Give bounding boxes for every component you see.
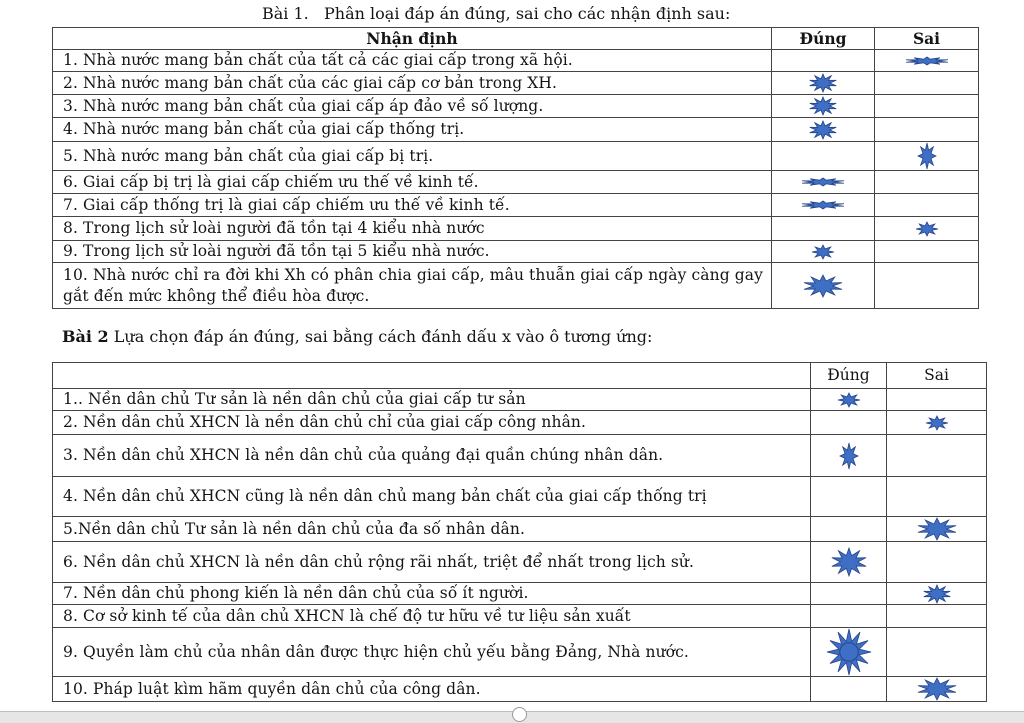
statement-cell: 4. Nhà nước mang bản chất của giai cấp thống trị. (53, 118, 772, 142)
statement-cell: 2. Nhà nước mang bản chất của các giai cấp cơ bản trong XH. (53, 72, 772, 95)
header-statement: Nhận định (53, 28, 772, 50)
answer-false-cell[interactable] (887, 477, 987, 517)
answer-false-cell[interactable] (887, 677, 987, 702)
statement-cell: 8. Trong lịch sử loài người đã tồn tại 4 kiểu nhà nước (53, 217, 772, 241)
answer-false-cell[interactable] (887, 517, 987, 542)
header-false: Sai (887, 363, 987, 389)
answer-true-cell[interactable] (811, 477, 887, 517)
statement-cell: 9. Quyền làm chủ của nhân dân được thực hiện chủ yếu bằng Đảng, Nhà nước. (53, 628, 811, 677)
statement-cell: 10. Nhà nước chỉ ra đời khi Xh có phân chia giai cấp, mâu thuẫn giai cấp ngày càng gay gắt đến mức không thể điều hòa được. (53, 263, 772, 309)
table-row (53, 118, 979, 142)
statement-cell: 6. Nền dân chủ XHCN là nền dân chủ rộng rãi nhất, triệt để nhất trong lịch sử. (53, 542, 811, 583)
answer-true-cell[interactable] (811, 583, 887, 605)
answer-star-icon (808, 120, 838, 140)
answer-false-cell[interactable] (875, 118, 979, 142)
answer-star-icon (837, 392, 861, 408)
answer-true-cell[interactable] (772, 263, 875, 309)
answer-true-cell[interactable] (772, 142, 875, 171)
answer-star-icon (904, 56, 950, 66)
statement-cell: 8. Cơ sở kinh tế của dân chủ XHCN là chế độ tư hữu về tư liệu sản xuất (53, 605, 811, 628)
answer-false-cell[interactable] (875, 194, 979, 217)
statement-cell: 5. Nhà nước mang bản chất của giai cấp bị trị. (53, 142, 772, 171)
statement-cell: 5.Nền dân chủ Tư sản là nền dân chủ của đa số nhân dân. (53, 517, 811, 542)
statement-cell: 2. Nền dân chủ XHCN là nền dân chủ chỉ của giai cấp công nhân. (53, 411, 811, 435)
answer-true-cell[interactable] (811, 542, 887, 583)
table-row (53, 517, 987, 542)
answer-false-cell[interactable] (887, 389, 987, 411)
table-row (53, 142, 979, 171)
table-row (53, 411, 987, 435)
statement-cell: 4. Nền dân chủ XHCN cũng là nền dân chủ mang bản chất của giai cấp thống trị (53, 477, 811, 517)
answer-true-cell[interactable] (772, 72, 875, 95)
exercise-1-instruction: Phân loại đáp án đúng, sai cho các nhận định sau: (324, 4, 731, 23)
answer-true-cell[interactable] (772, 171, 875, 194)
answer-true-cell[interactable] (811, 605, 887, 628)
answer-false-cell[interactable] (875, 241, 979, 263)
answer-star-icon (830, 547, 868, 577)
statement-cell: 3. Nền dân chủ XHCN là nền dân chủ của quảng đại quần chúng nhân dân. (53, 435, 811, 477)
statement-cell: 3. Nhà nước mang bản chất của giai cấp áp đảo về số lượng. (53, 95, 772, 118)
answer-star-icon (916, 677, 958, 701)
answer-false-cell[interactable] (875, 95, 979, 118)
table-row (53, 435, 987, 477)
answer-false-cell[interactable] (875, 142, 979, 171)
statement-cell: 7. Giai cấp thống trị là giai cấp chiếm ưu thế về kinh tế. (53, 194, 772, 217)
exercise-2-instruction: Lựa chọn đáp án đúng, sai bằng cách đánh dấu x vào ô tương ứng: (113, 327, 653, 346)
answer-false-cell[interactable] (875, 72, 979, 95)
answer-star-icon (802, 274, 844, 298)
header-false: Sai (875, 28, 979, 50)
table-row (53, 72, 979, 95)
table-row (53, 171, 979, 194)
table-row (53, 263, 979, 309)
answer-true-cell[interactable] (811, 411, 887, 435)
answer-star-icon (800, 177, 846, 187)
statement-cell: 1.. Nền dân chủ Tư sản là nền dân chủ của giai cấp tư sản (53, 389, 811, 411)
table-row (53, 477, 987, 517)
answer-star-icon (808, 96, 838, 116)
answer-star-icon (800, 200, 846, 210)
answer-true-cell[interactable] (811, 517, 887, 542)
exercise-1-table (52, 27, 979, 309)
answer-star-icon (915, 221, 939, 237)
table-row (53, 50, 979, 72)
statement-cell: 6. Giai cấp bị trị là giai cấp chiếm ưu thế về kinh tế. (53, 171, 772, 194)
statement-cell: 7. Nền dân chủ phong kiến là nền dân chủ của số ít người. (53, 583, 811, 605)
table-row (53, 241, 979, 263)
table-header-row (53, 363, 987, 389)
exercise-2-title (62, 327, 652, 347)
header-statement (53, 363, 811, 389)
answer-false-cell[interactable] (887, 583, 987, 605)
table-row (53, 628, 987, 677)
answer-true-cell[interactable] (811, 435, 887, 477)
answer-star-icon (916, 517, 958, 541)
statement-cell: 1. Nhà nước mang bản chất của tất cả các giai cấp trong xã hội. (53, 50, 772, 72)
table-row (53, 389, 987, 411)
answer-true-cell[interactable] (772, 241, 875, 263)
answer-star-icon (826, 628, 872, 676)
answer-false-cell[interactable] (887, 628, 987, 677)
exercise-1-title (262, 4, 730, 24)
exercise-1-label: Bài 1. (262, 4, 309, 23)
answer-true-cell[interactable] (772, 217, 875, 241)
table-row (53, 217, 979, 241)
answer-star-icon (811, 244, 835, 260)
answer-star-icon (917, 142, 937, 170)
table-row (53, 677, 987, 702)
answer-false-cell[interactable] (887, 435, 987, 477)
answer-star-icon (839, 442, 859, 470)
answer-false-cell[interactable] (875, 217, 979, 241)
header-true: Đúng (772, 28, 875, 50)
exercise-2-table (52, 362, 987, 702)
exercise-2-label: Bài 2 (62, 327, 109, 346)
answer-true-cell[interactable] (772, 194, 875, 217)
header-true: Đúng (811, 363, 887, 389)
table-row (53, 194, 979, 217)
table-header-row (53, 28, 979, 50)
answer-false-cell[interactable] (875, 171, 979, 194)
answer-true-cell[interactable] (811, 628, 887, 677)
statement-cell: 10. Pháp luật kìm hãm quyền dân chủ của công dân. (53, 677, 811, 702)
answer-false-cell[interactable] (887, 605, 987, 628)
answer-star-icon (922, 584, 952, 604)
table-row (53, 583, 987, 605)
answer-false-cell[interactable] (887, 542, 987, 583)
scroll-handle[interactable] (512, 707, 527, 722)
answer-true-cell[interactable] (811, 389, 887, 411)
answer-true-cell[interactable] (811, 677, 887, 702)
table-row (53, 542, 987, 583)
table-row (53, 605, 987, 628)
answer-true-cell[interactable] (772, 95, 875, 118)
answer-star-icon (925, 415, 949, 431)
answer-true-cell[interactable] (772, 118, 875, 142)
answer-star-icon (808, 73, 838, 93)
answer-false-cell[interactable] (875, 263, 979, 309)
statement-cell: 9. Trong lịch sử loài người đã tồn tại 5 kiểu nhà nước. (53, 241, 772, 263)
answer-true-cell[interactable] (772, 50, 875, 72)
table-row (53, 95, 979, 118)
answer-false-cell[interactable] (875, 50, 979, 72)
answer-false-cell[interactable] (887, 411, 987, 435)
